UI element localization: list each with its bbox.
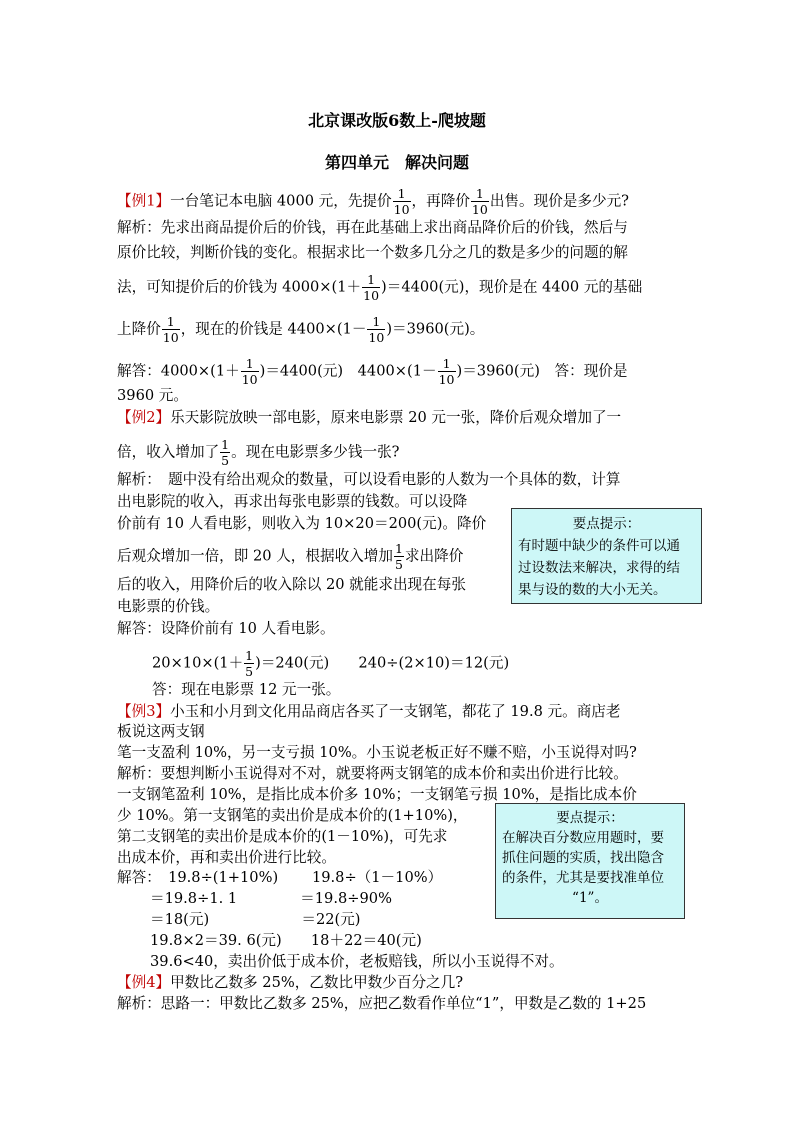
ex2-analysis-line: 出电影院的收入，再求出每张电影票的钱数。可以设降: [117, 493, 468, 510]
ex1-question: 【例1】一台笔记本电脑 4000 元，先提价 $\frac{1}{10}$ ，再降价 $\frac{1}{10}$ 出售。现价是多少元?: [117, 186, 629, 217]
fraction-1-10: $\frac{1}{10}$: [363, 272, 380, 303]
ex3-analysis-line: 一支钢笔盈利 10%，是指比成本价多 10%；一支钢笔亏损 10%，是指比成本价: [117, 786, 637, 803]
ex1-label: 【例1】: [117, 192, 171, 210]
ex1-analysis-line: 上降价 $\frac{1}{10}$ ，现在的价钱是 4400×(1－ $\frac{1}{10}$ )＝3960(元)。: [117, 314, 485, 345]
ex2-analysis-line: 电影票的价钱。: [117, 598, 220, 615]
tip-line: 抓住问题的实质，找出隐含: [502, 850, 664, 866]
tip-line: 有时题中缺少的条件可以通: [518, 538, 680, 554]
ex2-answer: 20×10×(1＋ $\frac{1}{5}$ )＝240(元) 240÷(2×10)＝12(元): [152, 648, 510, 679]
ex2-answer: 解答：设降价前有 10 人看电影。: [117, 620, 335, 637]
tip-heading: 要点提示：: [572, 516, 641, 532]
tip-line: 过设数法来解决，求得的结: [518, 560, 680, 576]
ex3-solution-line: 解答： 19.8÷(1+10%) 19.8÷（1－10%）: [117, 869, 443, 886]
tip-line: 果与设的数的大小无关。: [518, 582, 667, 598]
ex2-analysis-line: 价前有 10 人看电影，则收入为 10×20＝200(元)。降价: [117, 515, 487, 532]
ex4-label: 【例4】: [117, 974, 171, 991]
ex3-question: 板说这两支钢: [117, 723, 205, 740]
fraction-1-5: $\frac{1}{5}$: [221, 437, 230, 468]
ex4-analysis-line: 解析：思路一：甲数比乙数多 25%，应把乙数看作单位“1”，甲数是乙数的 1+25: [117, 995, 647, 1012]
fraction-1-10: $\frac{1}{10}$: [438, 356, 455, 387]
ex2-question: 【例2】乐天影院放映一部电影，原来电影票 20 元一张，降价后观众增加了一: [117, 409, 622, 426]
ex1-answer: 3960 元。: [117, 387, 188, 404]
ex2-question: 倍，收入增加了 $\frac{1}{5}$ 。现在电影票多少钱一张?: [117, 437, 400, 468]
ex3-question: 【例3】小玉和小月到文化用品商店各买了一支钢笔，都花了 19.8 元。商店老: [117, 703, 621, 720]
tip-box: [511, 508, 702, 604]
ex3-solution-line: ＝18(元) ＝22(元): [150, 911, 361, 928]
fraction-1-10: $\frac{1}{10}$: [393, 186, 410, 217]
fraction-1-10: $\frac{1}{10}$: [162, 314, 179, 345]
ex3-question: 笔一支盈利 10%，另一支亏损 10%。小玉说老板正好不赚不赔，小玉说得对吗?: [117, 744, 637, 761]
page-title: 北京课改版6数上-爬坡题: [308, 111, 486, 130]
tip-line: 在解决百分数应用题时，要: [502, 830, 664, 846]
ex3-analysis-line: 解析：要想判断小玉说得对不对，就要将两支钢笔的成本价和卖出价进行比较。: [117, 765, 628, 782]
ex3-solution-line: 19.8×2＝39. 6(元) 18＋22＝40(元): [150, 932, 422, 949]
fraction-1-5: $\frac{1}{5}$: [245, 648, 254, 679]
ex1-analysis-line: 原价比较，判断价钱的变化。根据求比一个数多几分之几的数是多少的问题的解: [117, 244, 628, 261]
ex2-label: 【例2】: [117, 409, 171, 426]
tip-heading: 要点提示：: [556, 810, 624, 826]
tip-box: [495, 803, 685, 919]
ex1-answer: 解答：4000×(1＋ $\frac{1}{10}$ )＝4400(元) 4400×(1－ $\frac{1}{10}$ )＝3960(元) 答：现价是: [117, 356, 628, 387]
ex2-answer: 答：现在电影票 12 元一张。: [152, 681, 341, 698]
ex1-analysis-line: 法，可知提价后的价钱为 4000×(1＋ $\frac{1}{10}$ )＝4400(元)，现价是在 4400 元的基础: [117, 272, 643, 303]
ex2-analysis-line: 后的收入，用降价后的收入除以 20 就能求出现在每张: [117, 576, 466, 593]
ex3-solution-line: 39.6<40，卖出价低于成本价，老板赔钱，所以小玉说得不对。: [150, 953, 564, 970]
ex1-analysis-line: 解析：先求出商品提价后的价钱，再在此基础上求出商品降价后的价钱，然后与: [117, 219, 628, 236]
tip-line: “1”。: [572, 890, 608, 906]
ex3-analysis-line: 出成本价，再和卖出价进行比较。: [117, 849, 336, 866]
ex2-analysis-line: 后观众增加一倍，即 20 人，根据收入增加 $\frac{1}{5}$ 求出降价: [117, 541, 464, 572]
ex3-analysis-line: 少 10%。第一支钢笔的卖出价是成本价的(1+10%)，: [117, 807, 468, 824]
ex3-solution-line: ＝19.8÷1. 1 ＝19.8÷90%: [150, 890, 392, 907]
fraction-1-10: $\frac{1}{10}$: [241, 356, 258, 387]
fraction-1-5: $\frac{1}{5}$: [394, 541, 403, 572]
tip-line: 的条件，尤其是要找准单位: [502, 870, 664, 886]
page-subtitle: 第四单元 解决问题: [324, 153, 469, 172]
ex4-question: 【例4】甲数比乙数多 25%，乙数比甲数少百分之几?: [117, 974, 464, 991]
fraction-1-10: $\frac{1}{10}$: [471, 186, 488, 217]
fraction-1-10: $\frac{1}{10}$: [368, 314, 385, 345]
ex2-analysis-line: 解析： 题中没有给出观众的数量，可以设看电影的人数为一个具体的数，计算: [117, 471, 621, 488]
ex3-label: 【例3】: [117, 703, 171, 720]
ex3-analysis-line: 第二支钢笔的卖出价是成本价的(1－10%)，可先求: [117, 828, 448, 845]
